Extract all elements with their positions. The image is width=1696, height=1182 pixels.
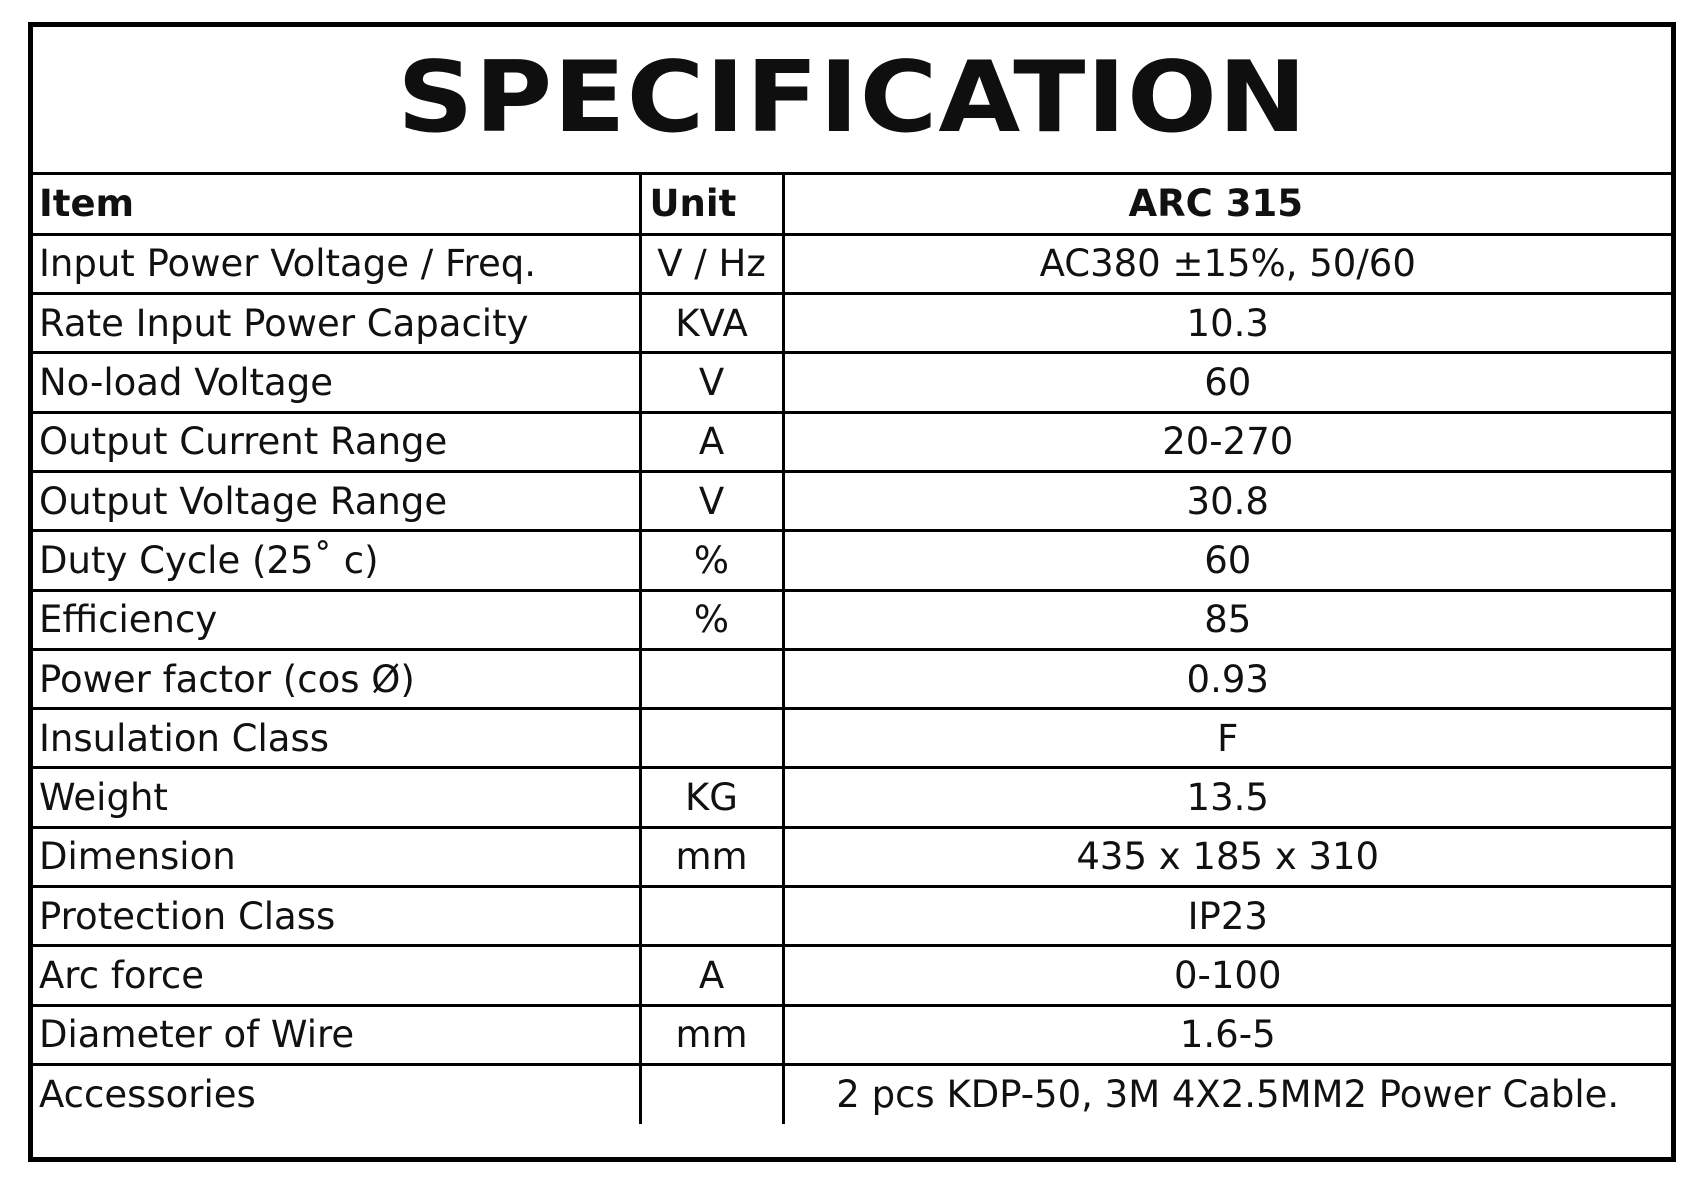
row-item: Accessories	[33, 1064, 640, 1123]
row-item: Output Current Range	[33, 412, 640, 471]
page-title: SPECIFICATION	[396, 40, 1308, 155]
specification-sheet	[28, 22, 1676, 1162]
table-row	[33, 353, 1671, 412]
row-unit: V	[640, 471, 783, 530]
row-item: Weight	[33, 768, 640, 827]
row-value: IP23	[783, 887, 1671, 946]
table-header-row	[33, 175, 1671, 234]
table-row	[33, 827, 1671, 886]
row-unit: V / Hz	[640, 234, 783, 293]
row-value: 2 pcs KDP-50, 3M 4X2.5MM2 Power Cable.	[836, 1073, 1620, 1117]
row-unit: mm	[640, 827, 783, 886]
row-item: Diameter of Wire	[33, 1005, 640, 1064]
row-unit: %	[640, 531, 783, 590]
row-unit: %	[640, 590, 783, 649]
table-row	[33, 1064, 1671, 1123]
row-item: Arc force	[33, 946, 640, 1005]
row-unit	[640, 1064, 783, 1123]
row-item: Duty Cycle (25˚ c)	[33, 531, 640, 590]
row-value: 85	[783, 590, 1671, 649]
row-value: 0-100	[783, 946, 1671, 1005]
table-row	[33, 590, 1671, 649]
table-row	[33, 234, 1671, 293]
header-item: Item	[33, 175, 640, 234]
table-row	[33, 531, 1671, 590]
row-unit	[640, 649, 783, 708]
row-value: 20-270	[783, 412, 1671, 471]
row-unit	[640, 887, 783, 946]
table-row	[33, 946, 1671, 1005]
row-item: Input Power Voltage / Freq.	[33, 234, 640, 293]
title-row	[33, 27, 1671, 175]
spec-table	[33, 175, 1671, 1124]
table-row	[33, 412, 1671, 471]
row-item: Efficiency	[33, 590, 640, 649]
table-row	[33, 887, 1671, 946]
row-item: Output Voltage Range	[33, 471, 640, 530]
row-item: Rate Input Power Capacity	[33, 294, 640, 353]
row-value: AC380 ±15%, 50/60	[783, 234, 1671, 293]
row-item: No-load Voltage	[33, 353, 640, 412]
row-value: 60	[783, 353, 1671, 412]
row-value: 30.8	[783, 471, 1671, 530]
table-row	[33, 471, 1671, 530]
row-unit: A	[640, 946, 783, 1005]
row-unit: KG	[640, 768, 783, 827]
table-row	[33, 294, 1671, 353]
header-unit: Unit	[640, 175, 783, 234]
row-value: 10.3	[783, 294, 1671, 353]
row-unit: V	[640, 353, 783, 412]
row-value: 13.5	[783, 768, 1671, 827]
row-value: 0.93	[783, 649, 1671, 708]
table-row	[33, 1005, 1671, 1064]
row-unit	[640, 709, 783, 768]
row-unit: KVA	[640, 294, 783, 353]
row-item: Power factor (cos Ø)	[33, 649, 640, 708]
table-row	[33, 768, 1671, 827]
row-value: 60	[783, 531, 1671, 590]
table-row	[33, 709, 1671, 768]
header-model: ARC 315	[783, 175, 1671, 234]
row-value: F	[783, 709, 1671, 768]
table-row	[33, 649, 1671, 708]
row-item: Protection Class	[33, 887, 640, 946]
row-value: 1.6-5	[783, 1005, 1671, 1064]
row-item: Insulation Class	[33, 709, 640, 768]
row-unit: mm	[640, 1005, 783, 1064]
row-item: Dimension	[33, 827, 640, 886]
row-unit: A	[640, 412, 783, 471]
row-value: 435 x 185 x 310	[783, 827, 1671, 886]
